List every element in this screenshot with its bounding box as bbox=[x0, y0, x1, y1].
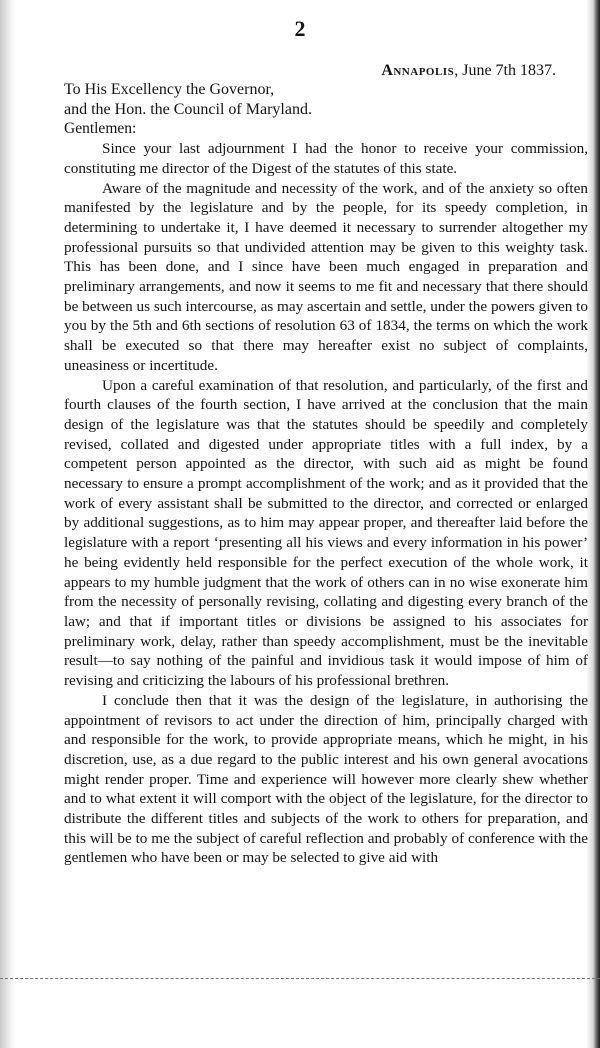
salutation: Gentlemen: bbox=[64, 120, 137, 138]
page-scan-right-edge bbox=[586, 0, 600, 1048]
address-line-2: and the Hon. the Council of Maryland. bbox=[64, 100, 312, 118]
paragraph: I conclude then that it was the design of the legislature, in authorising the appointment of revisors to act under the direction of him, principally charged with and responsible for the work, to provide appropriate means, which he might, in his discretion, use, as a due regard to the public interest and his own general avocations might render proper. Time and experience will however more clearly shew whether and to what extent it will comport with the object of the legislature, for the director to distribute the different titles and subjects of the work to others for preparation, and this will be to me the subject of careful reflection and probably of conference with the gentlemen who have been or may be selected to give aid with bbox=[64, 691, 588, 867]
paragraph: Since your last adjournment I had the honor to receive your commission, constituting me director of the Digest of the statutes of this state. bbox=[64, 140, 588, 177]
page-fold-line bbox=[0, 978, 600, 979]
page-number: 2 bbox=[294, 16, 306, 41]
page-scan-left-edge bbox=[0, 0, 16, 1048]
paragraph: Upon a careful examination of that resolution, and particularly, of the first and fourth clauses of the fourth section, I have arrived at the conclusion that the main design of the legislature was that the statutes should be speedily and completely revised, collated and digested under appropriate titles with a full index, by a competent person appointed as the director, with such aid as might be found necessary to ensure a prompt accomplishment of the work; and as it provided that the work of every assistant shall be submitted to the director, and corrected or enlarged by additional suggestions, as to him may appear proper, and thereafter laid before the legislature with a report ‘presenting all his views and every information in his power’ he being evidently held responsible for the perfect execution of the whole work, it appears to my humble judgment that the work of others can in no wise exonerate him from the necessity of personally revising, collating and digesting every branch of the law; and that if important titles or divisions be assigned to his associates for preliminary work, delay, rather than speedy accomplishment, must be the inevitable result—to say nothing of the painful and invidious task it would impose of him of revising and criticizing the labours of his professional brethren. bbox=[64, 376, 588, 690]
paragraph: Aware of the magnitude and necessity of the work, and of the anxiety so often manifested by the legislature and by the people, for its speedy completion, in determining to undertake it, I have deemed it necessary to surrender altogether my professional pursuits so that undivided attention may be given to this weighty task. This has been done, and I since have been much engaged in preparation and preliminary arrangements, and now it seems to me fit and necessary that there should be between us such intercourse, as may ascertain and settle, under the powers given to you by the 5th and 6th sections of resolution 63 of 1834, the terms on which the work shall be executed so that there may hereafter exist no subject of complaints, uneasiness or incertitude. bbox=[64, 179, 588, 374]
dateline-place: Annapolis bbox=[381, 62, 455, 79]
dateline bbox=[381, 62, 556, 80]
dateline-date: , June 7th 1837. bbox=[454, 62, 556, 79]
address-line-1: To His Excellency the Governor, bbox=[64, 81, 275, 98]
letter-body bbox=[64, 80, 588, 868]
